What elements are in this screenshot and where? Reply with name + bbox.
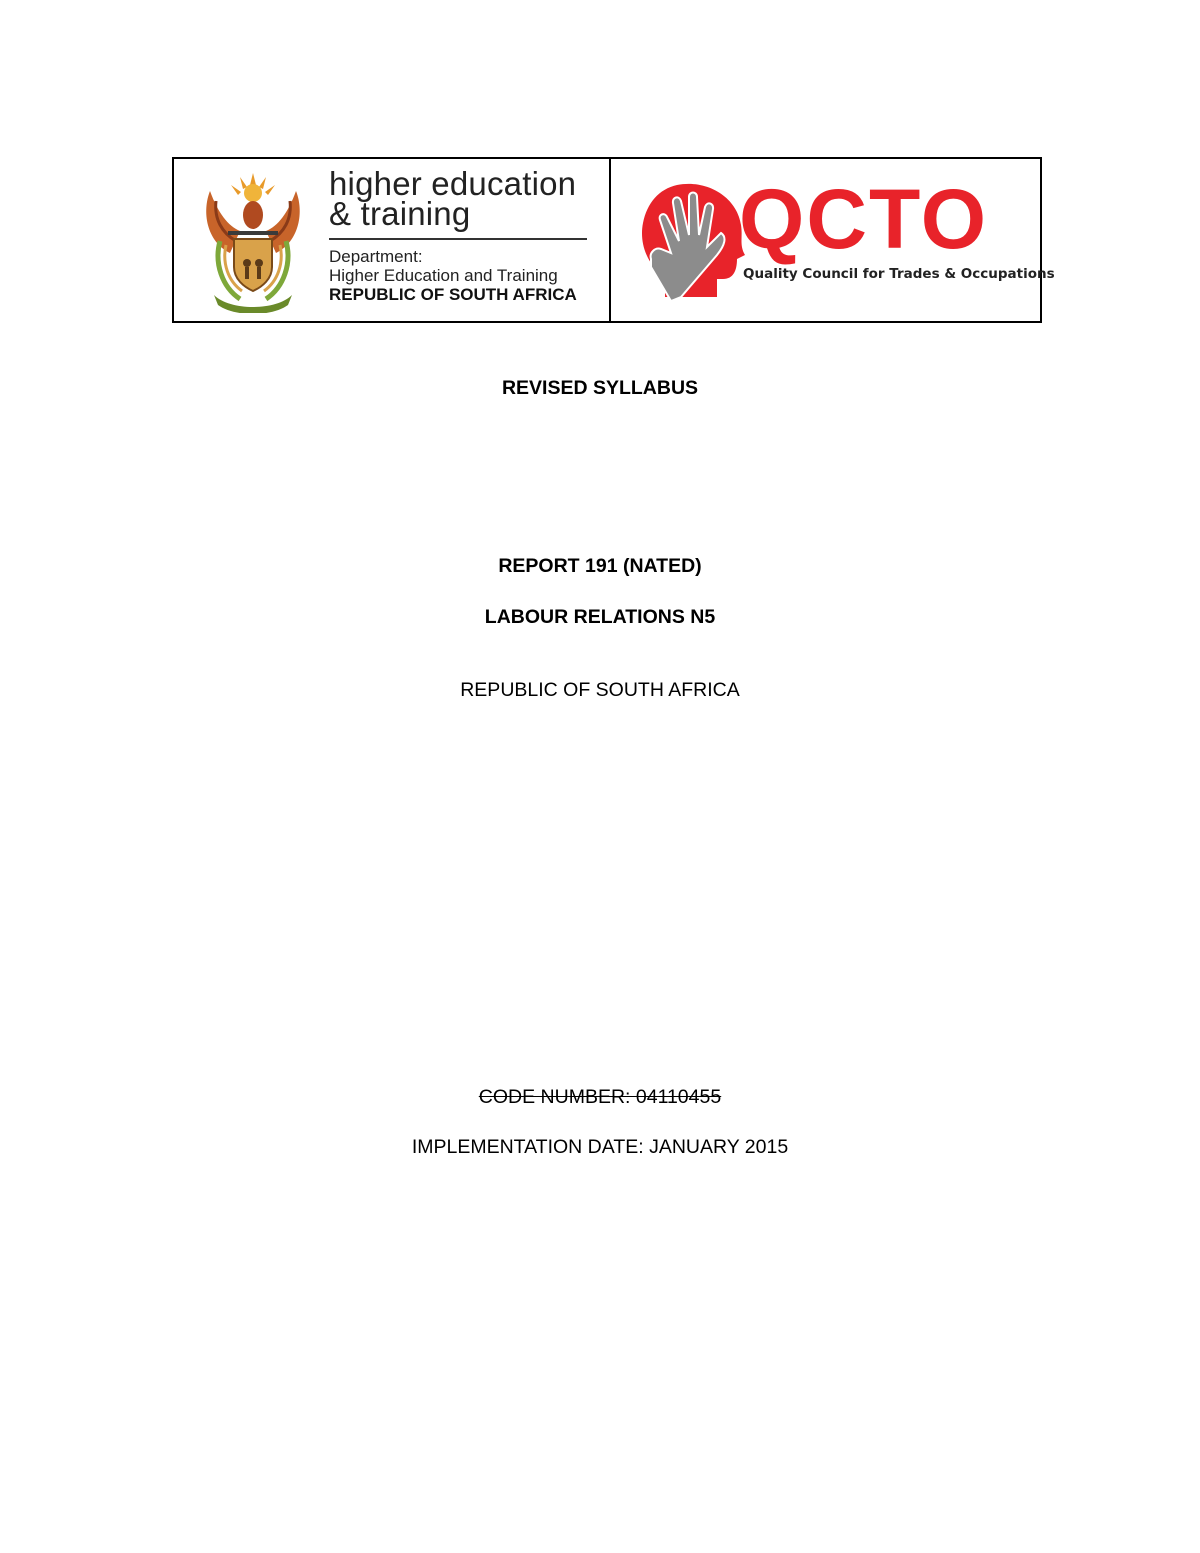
qcto-logo-cell [611, 159, 1055, 321]
dhet-logo-cell [174, 159, 611, 321]
code-number: CODE NUMBER: 04110455 [478, 1086, 722, 1108]
country-name: REPUBLIC OF SOUTH AFRICA [460, 679, 740, 701]
dhet-title-line1: higher education [329, 165, 577, 202]
dhet-dept-name: Higher Education and Training [329, 266, 558, 285]
document-heading: REVISED SYLLABUS [501, 377, 699, 399]
implementation-date: IMPLEMENTATION DATE: JANUARY 2015 [411, 1136, 789, 1158]
subject-title: LABOUR RELATIONS N5 [484, 606, 716, 628]
coat-of-arms-icon [200, 171, 306, 313]
dhet-wordmark [329, 165, 589, 305]
dhet-divider [329, 238, 587, 240]
dhet-country: REPUBLIC OF SOUTH AFRICA [329, 285, 577, 304]
qcto-tagline: Quality Council for Trades & Occupations [743, 266, 1055, 282]
logo-header-table [172, 157, 1055, 323]
qcto-wordmark: QCTO [739, 172, 989, 266]
dhet-title-line2: & training [329, 195, 471, 232]
report-number: REPORT 191 (NATED) [498, 555, 702, 577]
dhet-dept-label: Department: [329, 247, 423, 266]
